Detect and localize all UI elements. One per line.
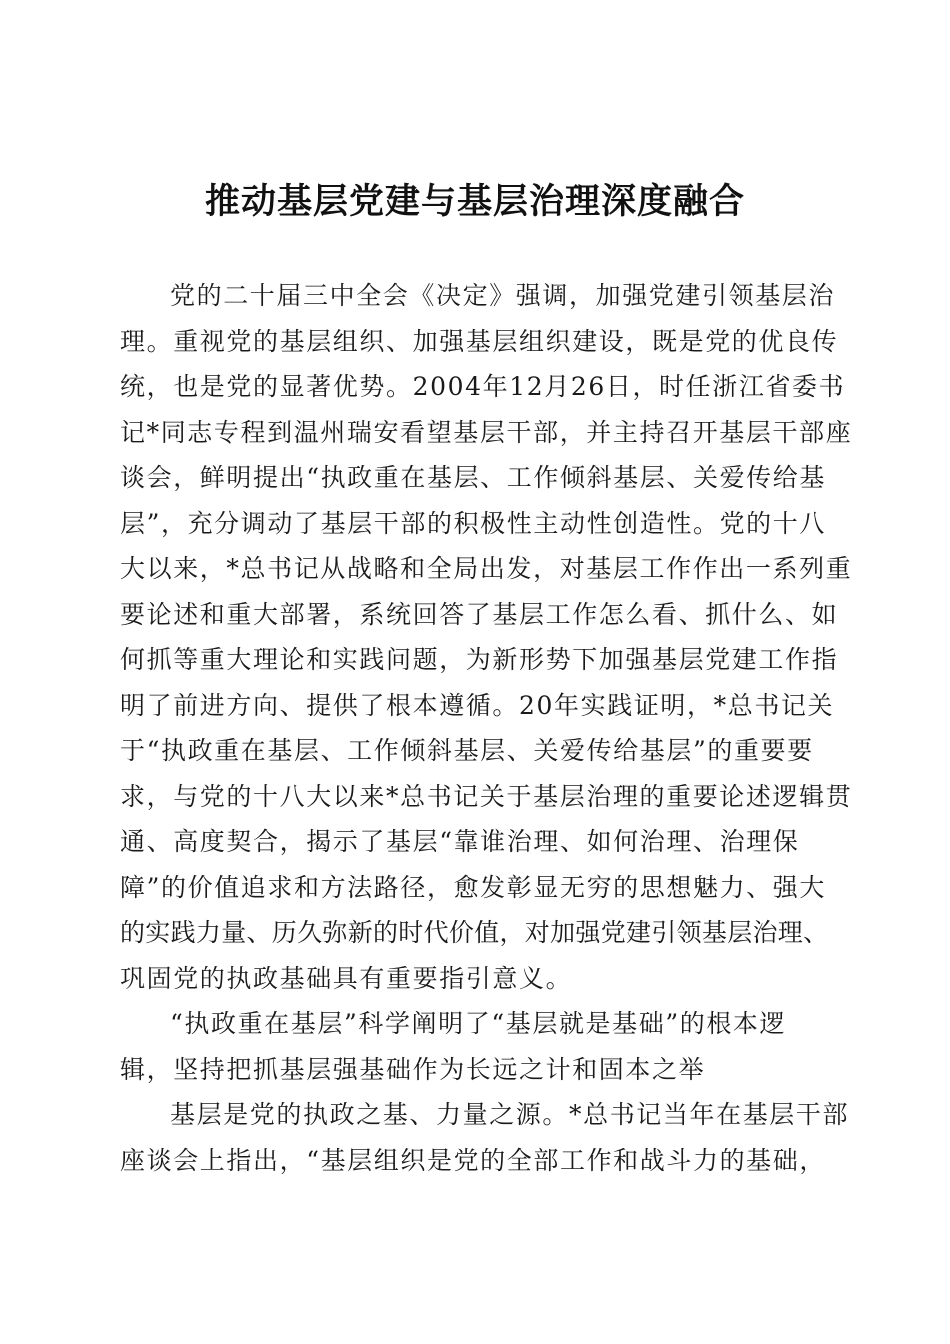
text-line: 座谈会上指出，“基层组织是党的全部工作和战斗力的基础， (120, 1145, 826, 1175)
document-body (120, 273, 853, 1183)
paragraph-body (120, 1092, 850, 1183)
text-line: 求，与党的十八大以来*总书记关于基层治理的重要论述逻辑贯 (120, 781, 853, 811)
section-heading-paragraph (120, 1001, 832, 1092)
text-line: 理。重视党的基层组织、加强基层组织建设，既是党的优良传 (120, 326, 839, 356)
text-line: 记*同志专程到温州瑞安看望基层干部，并主持召开基层干部座 (120, 417, 853, 447)
text-line: 党的二十届三中全会《决定》强调，加强党建引领基层治 (170, 281, 836, 310)
text-line: 明了前进方向、提供了根本遵循。20年实践证明，*总书记关 (120, 690, 835, 720)
text-line: 的实践力量、历久弥新的时代价值，对加强党建引领基层治理、 (120, 918, 829, 947)
text-line: 层”，充分调动了基层干部的积极性主动性创造性。党的十八 (120, 508, 826, 538)
text-line: 基层是党的执政之基、力量之源。*总书记当年在基层干部 (170, 1100, 850, 1129)
text-line: “执政重在基层”科学阐明了“基层就是基础”的根本逻 (170, 1009, 787, 1038)
text-line: 大以来，*总书记从战略和全局出发，对基层工作作出一系列重 (120, 554, 853, 583)
text-line: 障”的价值追求和方法路径，愈发彰显无穷的思想魅力、强大 (120, 872, 826, 902)
text-line: 谈会，鲜明提出“执政重在基层、工作倾斜基层、关爱传给基 (120, 463, 826, 492)
text-line: 统，也是党的显著优势。2004年12月26日，时任浙江省委书 (120, 372, 846, 401)
text-line: 要论述和重大部署，系统回答了基层工作怎么看、抓什么、如 (120, 599, 839, 629)
text-line: 于“执政重在基层、工作倾斜基层、关爱传给基层”的重要要 (120, 736, 814, 765)
text-line: 巩固党的执政基础具有重要指引意义。 (120, 963, 573, 993)
paragraph-intro (120, 273, 853, 1001)
text-line: 何抓等重大理论和实践问题，为新形势下加强基层党建工作指 (120, 645, 839, 674)
document-title: 推动基层党建与基层治理深度融合 (204, 181, 745, 222)
text-line: 通、高度契合，揭示了基层“靠谁治理、如何治理、治理保 (120, 827, 800, 856)
text-line: 辑，坚持把抓基层强基础作为长远之计和固本之举 (120, 1054, 706, 1084)
